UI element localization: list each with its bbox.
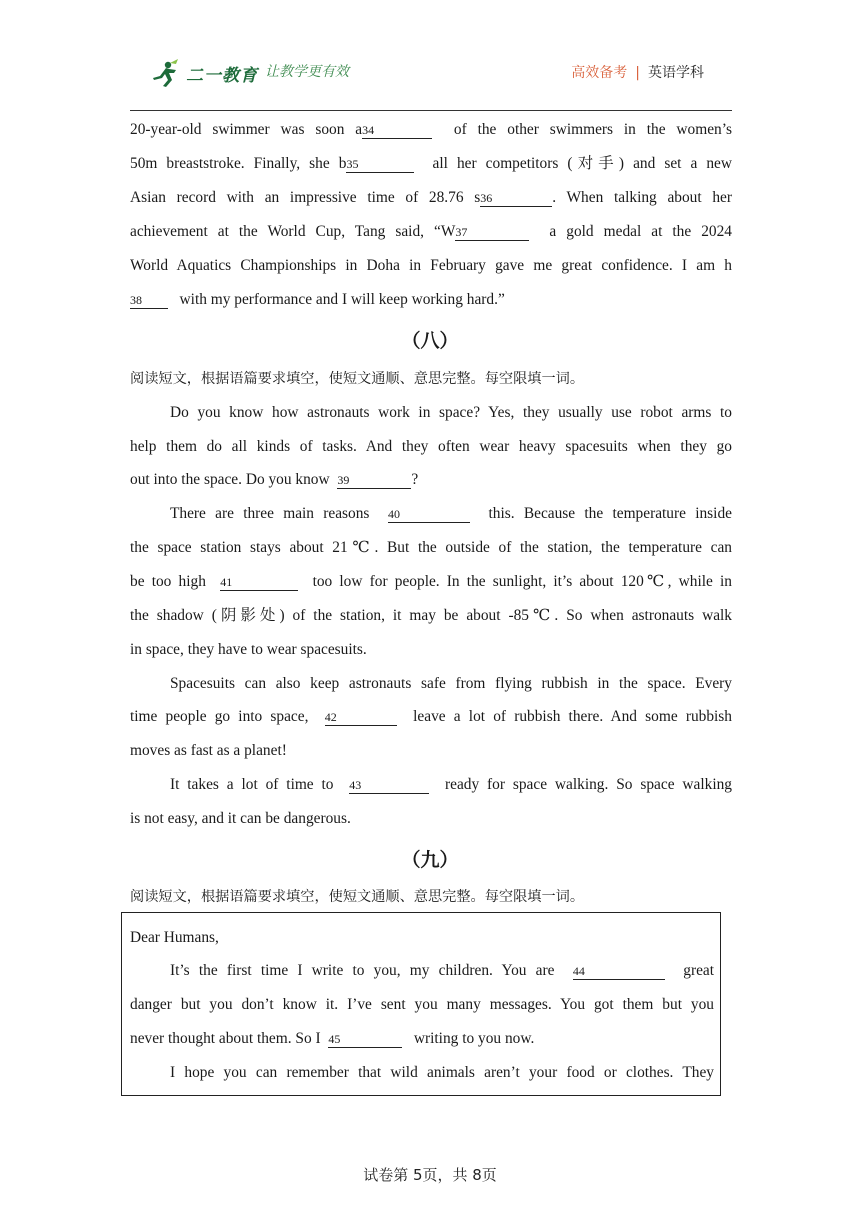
text-line: 50m breaststroke. Finally, she b35 all her competitors (对手) and set a new [130, 155, 733, 172]
text-line: time people go into space, 42 leave a lot of rubbish there. And some rubbish [130, 708, 732, 725]
section-title: （九） [401, 849, 459, 871]
text-line: be too high 41 too low for people. In the sunlight, it’s about 120℃, while in [130, 573, 732, 590]
text-line: never thought about them. So I 45 writing to you now. [130, 1030, 535, 1047]
answer-blank: 40 [388, 507, 470, 523]
text-line: Spacesuits can also keep astronauts safe from flying rubbish in the space. Every [170, 675, 732, 692]
subject-label: 英语学科 [648, 65, 704, 81]
answer-blank: 44 [573, 964, 665, 980]
answer-blank: 42 [325, 710, 397, 726]
text-line: There are three main reasons 40 this. Because the temperature inside [170, 505, 732, 522]
text-line: help them do all kinds of tasks. And they often wear heavy spacesuits when they go [130, 438, 732, 455]
text-line: Do you know how astronauts work in space? Yes, they usually use robot arms to [170, 404, 732, 421]
header-subject [571, 62, 704, 82]
text-line: the shadow (阴影处) of the station, it may be about -85℃. So when astronauts walk [130, 607, 732, 624]
text-line: World Aquatics Championships in Doha in February gave me great confidence. I am h [130, 257, 732, 274]
runner-icon [148, 58, 184, 88]
answer-blank: 43 [349, 778, 429, 794]
answer-blank: 37 [455, 225, 529, 241]
instruction: 阅读短文，根据语篇要求填空，使短文通顺、意思完整。每空限填一词。 [130, 371, 585, 387]
instruction: 阅读短文，根据语篇要求填空，使短文通顺、意思完整。每空限填一词。 [130, 889, 585, 905]
text-line: moves as fast as a planet! [130, 742, 287, 759]
section-title: （八） [401, 330, 459, 352]
page-footer: 试卷第 5页，共 8页 [363, 1166, 497, 1184]
text-line: in space, they have to wear spacesuits. [130, 641, 367, 658]
answer-blank: 34 [362, 123, 432, 139]
text-line: out into the space. Do you know 39 ? [130, 471, 419, 488]
answer-blank: 45 [328, 1032, 402, 1048]
text-line: is not easy, and it can be dangerous. [130, 810, 351, 827]
page-header [130, 52, 732, 92]
logo-text: 二一教育 [186, 65, 258, 86]
slogan: 让教学更有效 [265, 64, 349, 80]
text-line: It’s the first time I write to you, my children. You are 44 great [170, 962, 715, 979]
answer-blank: 38 [130, 293, 168, 309]
text-line: 38 with my performance and I will keep working hard.” [130, 291, 505, 308]
letter-greeting: Dear Humans, [130, 929, 219, 946]
answer-blank: 36 [480, 191, 552, 207]
answer-blank: 35 [346, 157, 414, 173]
text-line: the space station stays about 21℃. But the outside of the station, the temperature can [130, 539, 732, 556]
text-line: danger but you don’t know it. I’ve sent you many messages. You got them but you [130, 996, 714, 1013]
text-line: It takes a lot of time to 43 ready for space walking. So space walking [170, 776, 732, 793]
text-line: achievement at the World Cup, Tang said, “W37 a gold medal at the 2024 [130, 223, 732, 240]
letter-box [121, 912, 721, 1096]
brand-logo [148, 56, 258, 90]
header-rule [130, 110, 732, 111]
text-line: I hope you can remember that wild animals aren’t your food or clothes. They [170, 1064, 714, 1081]
text-line: Asian record with an impressive time of 28.76 s36 . When talking about her [130, 189, 732, 206]
answer-blank: 39 [337, 473, 411, 489]
text-line: 20-year-old swimmer was soon a34 of the other swimmers in the women’s [130, 121, 732, 138]
answer-blank: 41 [220, 575, 298, 591]
header-separator: | [635, 65, 640, 81]
header-tag: 高效备考 [571, 65, 628, 81]
